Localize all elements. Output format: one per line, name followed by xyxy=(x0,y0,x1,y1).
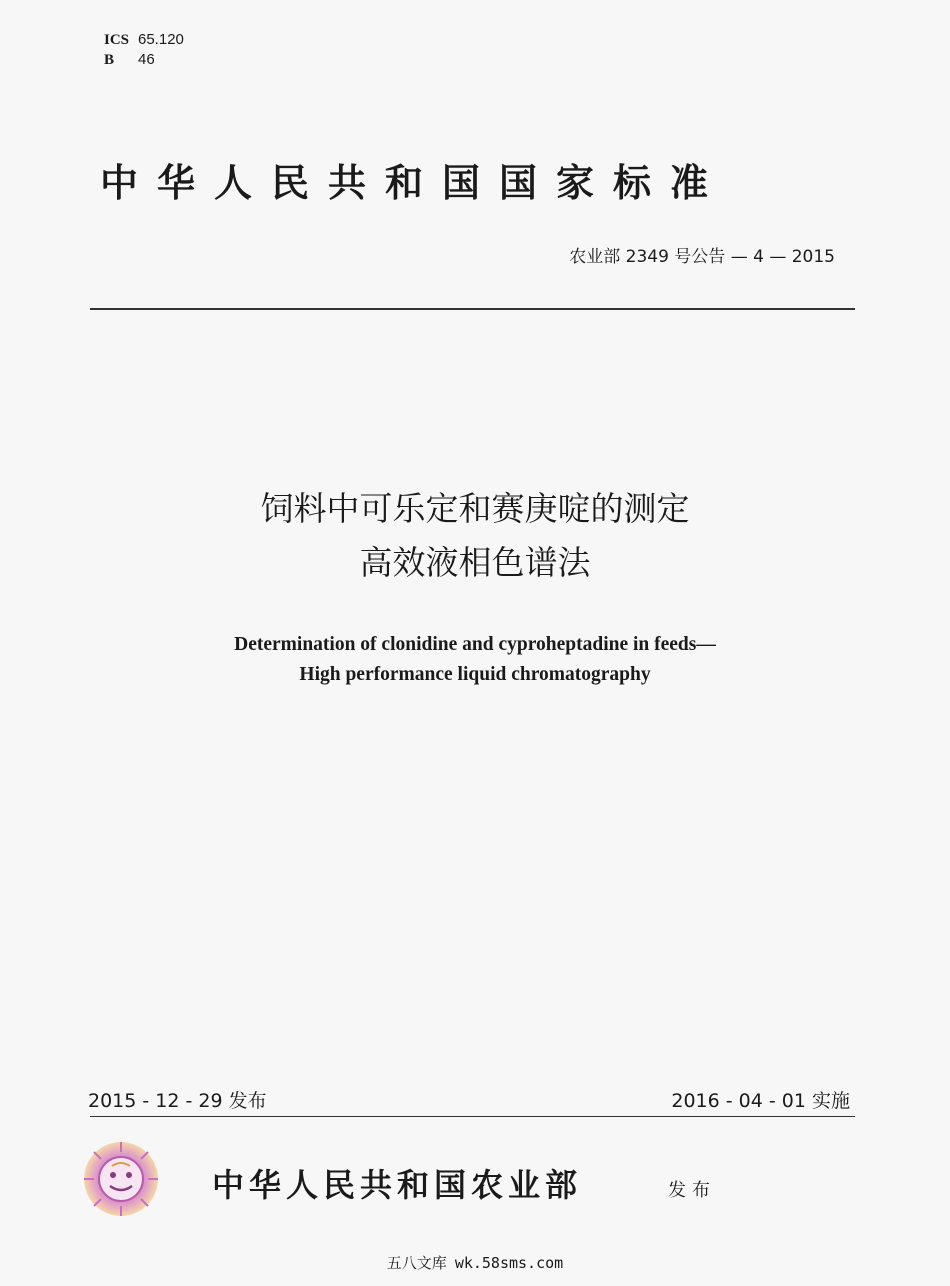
footer-divider xyxy=(90,1116,855,1117)
english-title-line-2: High performance liquid chromatography xyxy=(299,664,651,685)
ministry-emblem-icon xyxy=(82,1140,160,1218)
publisher-name: 中华人民共和国农业部 xyxy=(212,1166,583,1204)
site-name: 五八文库 xyxy=(386,1254,447,1272)
ccs-code xyxy=(104,50,184,70)
issue-date: 2015 - 12 - 29 发布 xyxy=(88,1090,267,1112)
standard-number: 农业部 2349 号公告 — 4 — 2015 xyxy=(569,247,835,267)
chinese-title-line-2: 高效液相色谱法 xyxy=(359,543,591,582)
site-url[interactable]: wk.58sms.com xyxy=(454,1254,564,1272)
watermark-footer xyxy=(0,1252,950,1273)
english-title xyxy=(0,630,950,690)
chinese-title-line-1: 饲料中可乐定和赛庚啶的测定 xyxy=(260,489,690,528)
effective-date: 2016 - 04 - 01 实施 xyxy=(671,1090,850,1112)
publisher-suffix: 发布 xyxy=(668,1180,716,1201)
ccs-value: 46 xyxy=(138,51,155,68)
header-divider xyxy=(90,308,855,310)
classification-codes xyxy=(104,30,184,70)
ics-code xyxy=(104,30,184,50)
english-title-line-1: Determination of clonidine and cyproheptadine in feeds— xyxy=(234,634,716,655)
ics-label: ICS xyxy=(104,32,130,48)
chinese-title xyxy=(0,482,950,590)
ics-value: 65.120 xyxy=(138,31,184,48)
national-standard-title: 中华人民共和国国家标准 xyxy=(100,161,728,205)
ccs-label: B xyxy=(104,52,115,68)
